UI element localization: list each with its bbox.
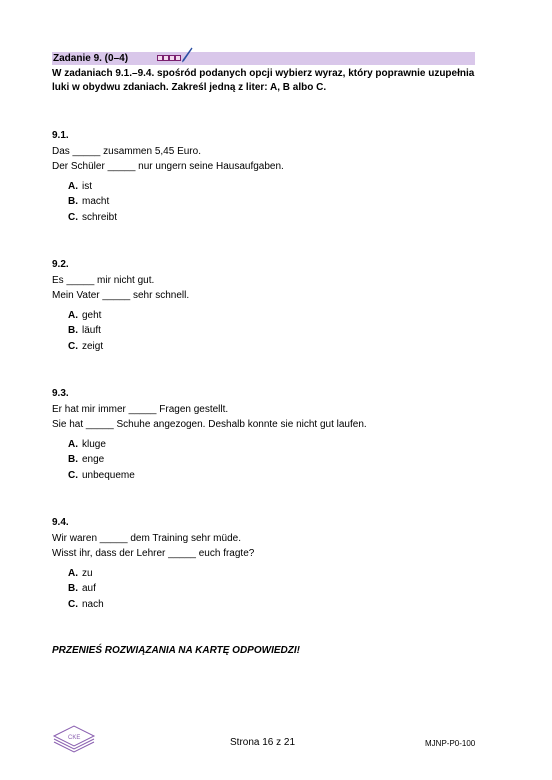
score-boxes: [157, 55, 181, 61]
option-b[interactable]: B. macht: [68, 196, 110, 207]
option-a[interactable]: A. ist: [68, 180, 92, 192]
task-instruction: W zadaniach 9.1.–9.4. spośród podanych opcji wybierz wyraz, który poprawnie uzupełnia luki w obydwu zdaniach. Zakreśl jedną z liter: A, B albo C.: [52, 68, 475, 93]
sentence: Das _____ zusammen 5,45 Euro.: [52, 145, 201, 157]
option-c[interactable]: C. unbequeme: [68, 469, 135, 481]
exam-code: MJNP-P0-100: [425, 739, 476, 748]
transfer-note: PRZENIEŚ ROZWIĄZANIA NA KARTĘ ODPOWIEDZI!: [52, 645, 300, 656]
option-b[interactable]: B. enge: [68, 454, 105, 465]
sentence: Er hat mir immer _____ Fragen gestellt.: [52, 403, 229, 415]
question-number: 9.3.: [52, 388, 69, 399]
option-a[interactable]: A. zu: [68, 567, 93, 579]
task-title: Zadanie 9. (0–4): [53, 53, 129, 64]
question-9-4: [52, 515, 254, 612]
question-number: 9.1.: [52, 130, 69, 141]
sentence: Der Schüler _____ nur ungern seine Hausaufgaben.: [52, 161, 284, 172]
option-c[interactable]: C. schreibt: [68, 211, 118, 223]
sentence: Sie hat _____ Schuhe angezogen. Deshalb konnte sie nicht gut laufen.: [52, 419, 367, 430]
sentence: Wisst ihr, dass der Lehrer _____ euch fragte?: [52, 548, 255, 559]
option-a[interactable]: A. geht: [68, 309, 102, 321]
question-number: 9.4.: [52, 517, 69, 528]
option-c[interactable]: C. zeigt: [68, 340, 104, 352]
page-number: Strona 16 z 21: [230, 737, 296, 748]
svg-text:CKE: CKE: [68, 735, 81, 741]
cke-logo-icon: [52, 724, 96, 754]
option-b[interactable]: B. läuft: [68, 325, 101, 336]
sentence: Es _____ mir nicht gut.: [52, 274, 155, 286]
sentence: Mein Vater _____ sehr schnell.: [52, 290, 190, 301]
pen-icon: [181, 47, 193, 63]
sentence: Wir waren _____ dem Training sehr müde.: [52, 532, 241, 544]
option-b[interactable]: B. auf: [68, 583, 96, 594]
question-9-1: [52, 128, 284, 225]
question-9-2: [52, 257, 189, 354]
option-c[interactable]: C. nach: [68, 598, 104, 610]
question-9-3: [52, 386, 367, 483]
question-number: 9.2.: [52, 259, 69, 270]
option-a[interactable]: A. kluge: [68, 438, 106, 450]
